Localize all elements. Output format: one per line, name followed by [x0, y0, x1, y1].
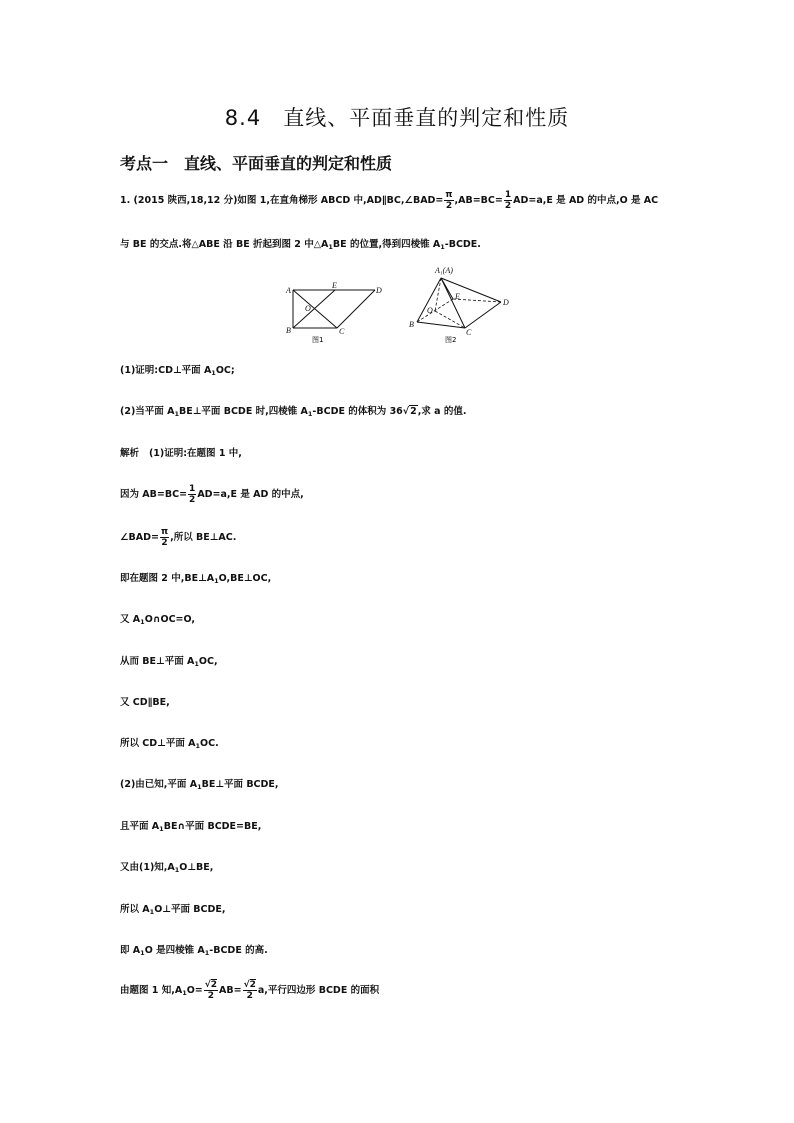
segment-a1d — [441, 278, 501, 302]
label-o: O — [427, 306, 433, 315]
problem-line-1 — [120, 190, 658, 211]
label-b: B — [286, 326, 291, 335]
label-a: A — [286, 286, 291, 295]
figure-1 — [283, 278, 383, 346]
label-b: B — [409, 320, 414, 329]
solution-line-6: 从而 BE⊥平面 $A_1OC$, — [120, 656, 218, 668]
segment-cd — [465, 302, 501, 328]
fraction-pi-over-2: $\frac{\pi}{2}$ — [160, 527, 169, 548]
solution-line-13: 即 $A_1O$ 是四棱锥 $A_1$-BCDE 的高. — [120, 945, 268, 957]
solution-line-14: 由题图 1 知$,A_1O=$ $\frac{√2}{2}$ AB= $\frac{√2}{2}$ a,平行四边形 BCDE 的面积 — [120, 980, 380, 1001]
segment-bc — [417, 322, 465, 328]
solution-line-8: 所以 CD⊥平面 $A_1OC$. — [120, 738, 219, 750]
segment-cd — [337, 290, 375, 328]
question-2: (2)当平面 $A_1BE\perp$平面 BCDE 时,四棱锥 $A_1$-BCDE 的体积为 36√2,求 a 的值. — [120, 406, 467, 418]
solution-line-2: 因为 AB=BC= $\frac{1}{2}$ AD=a,E 是 AD 的中点, — [120, 484, 304, 505]
problem-text: ,AB=BC= — [454, 195, 503, 206]
figure-1-caption: 图1 — [312, 336, 324, 344]
solution-line-3: ∠BAD= $\frac{\pi}{2}$ ,所以 BE⊥AC. — [120, 527, 237, 548]
problem-line-2: 与 BE 的交点.将△ABE 沿 BE 折起到图 2 中$\triangle A_1BE$ 的位置,得到四棱锥 $A_1$-BCDE. — [120, 239, 481, 251]
fraction-one-half: $\frac{1}{2}$ — [189, 484, 196, 505]
fraction-one-half: $\frac{1}{2}$ — [504, 190, 512, 211]
solution-heading: 解析 — [120, 448, 140, 459]
label-e: E — [332, 281, 337, 290]
label-d: D — [503, 298, 509, 307]
label-o: O — [305, 304, 311, 313]
solution-line-11: 又由(1)知$,A_1O\perp BE$, — [120, 862, 214, 874]
problem-text: 1. (2015 陕西,18,12 分)如图 1,在直角梯形 ABCD 中,AD∥BC,∠BAD= — [120, 195, 444, 206]
solution-line-4: 即在题图 2 中$,BE\perp A_1O,BE\perp OC$, — [120, 573, 272, 585]
label-d: D — [376, 286, 382, 295]
segment-be-hidden — [417, 299, 453, 322]
label-a1: A₁(A) — [435, 266, 453, 275]
figure-2-caption: 图2 — [445, 336, 457, 344]
label-c: C — [466, 328, 472, 337]
solution-line-12: 所以 $A_1O\perp$平面 BCDE, — [120, 904, 226, 916]
figure-2 — [405, 264, 515, 346]
fraction-sqrt2-over-2: $\frac{√2}{2}$ — [243, 980, 256, 1001]
solution-line-9: (2)由已知,平面 $A_1BE\perp$平面 BCDE, — [120, 779, 279, 791]
segment-a1c — [441, 278, 465, 328]
solution-line-5: 又 $A_1O\cap OC=O$, — [120, 614, 195, 626]
page-title: 8.4 直线、平面垂直的判定和性质 — [224, 106, 570, 130]
fraction-sqrt2-over-2: $\frac{√2}{2}$ — [204, 980, 218, 1001]
question-1: (1)证明:CD⊥平面 $A_1OC$; — [120, 365, 235, 377]
sqrt-2: √2 — [402, 406, 417, 417]
problem-text: AD=a,E 是 AD 的中点,O 是 AC — [513, 195, 659, 206]
fraction-pi-over-2: $\frac{\pi}{2}$ — [445, 190, 453, 211]
label-e: E — [455, 292, 460, 301]
solution-line-7: 又 CD∥BE, — [120, 697, 170, 708]
solution-line-1: 解析 (1)证明:在题图 1 中, — [120, 448, 242, 459]
segment-a1e — [441, 278, 453, 299]
label-c: C — [339, 327, 345, 336]
section-heading: 考点一 直线、平面垂直的判定和性质 — [120, 154, 393, 173]
solution-line-10: 且平面 $A_1BE\cap$平面 BCDE=BE, — [120, 821, 262, 833]
